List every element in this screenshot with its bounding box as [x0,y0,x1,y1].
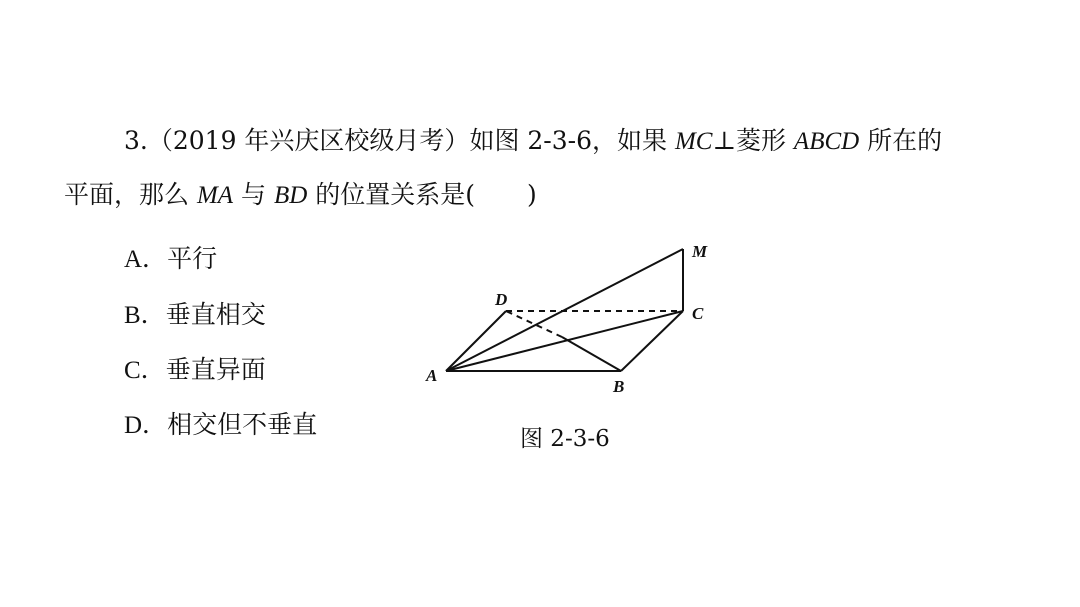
label-a: A [426,366,438,385]
segment-mc: MC [674,128,713,155]
edge-bc [621,311,683,371]
rhombus-abcd: ABCD [793,128,860,155]
option-c [124,355,266,386]
option-text: 平行 [167,244,218,273]
option-text: 垂直相交 [165,300,266,329]
label-d: D [495,290,508,309]
option-letter: C． [124,357,166,384]
question-text-2: 平面，那么 [64,180,197,209]
option-letter: B． [124,302,166,329]
option-d [124,410,317,441]
label-m: M [692,242,708,261]
option-a [124,244,217,275]
option-letter: A． [124,246,168,273]
question-text-1: 如图 2-3-6，如果 [469,126,675,155]
segment-bd: BD [273,182,308,209]
conjunction-yu: 与 [233,180,274,209]
question-line-2 [64,180,537,211]
figure-caption: 图 2-3-6 [520,426,610,452]
segment-ma: MA [196,182,234,209]
option-text: 相交但不垂直 [167,410,318,439]
option-b [124,300,266,331]
close-paren: ) [527,180,537,209]
option-text: 垂直异面 [165,355,266,384]
label-b: B [613,377,625,396]
edge-ac [446,311,683,371]
question-text-1-tail: 所在的 [859,126,943,155]
edge-ad [446,311,506,371]
edge-bd-solid [562,337,621,371]
perp-text: ⊥菱形 [712,126,794,155]
geometry-figure [400,230,740,400]
question-source: （2019 年兴庆区校级月考） [147,126,470,155]
question-number: 3. [124,126,148,155]
label-c: C [692,304,704,323]
option-letter: D． [124,412,168,439]
question-line-1 [124,126,942,157]
question-text-2-tail: 的位置关系是( [307,180,475,209]
edge-ma [446,249,683,371]
